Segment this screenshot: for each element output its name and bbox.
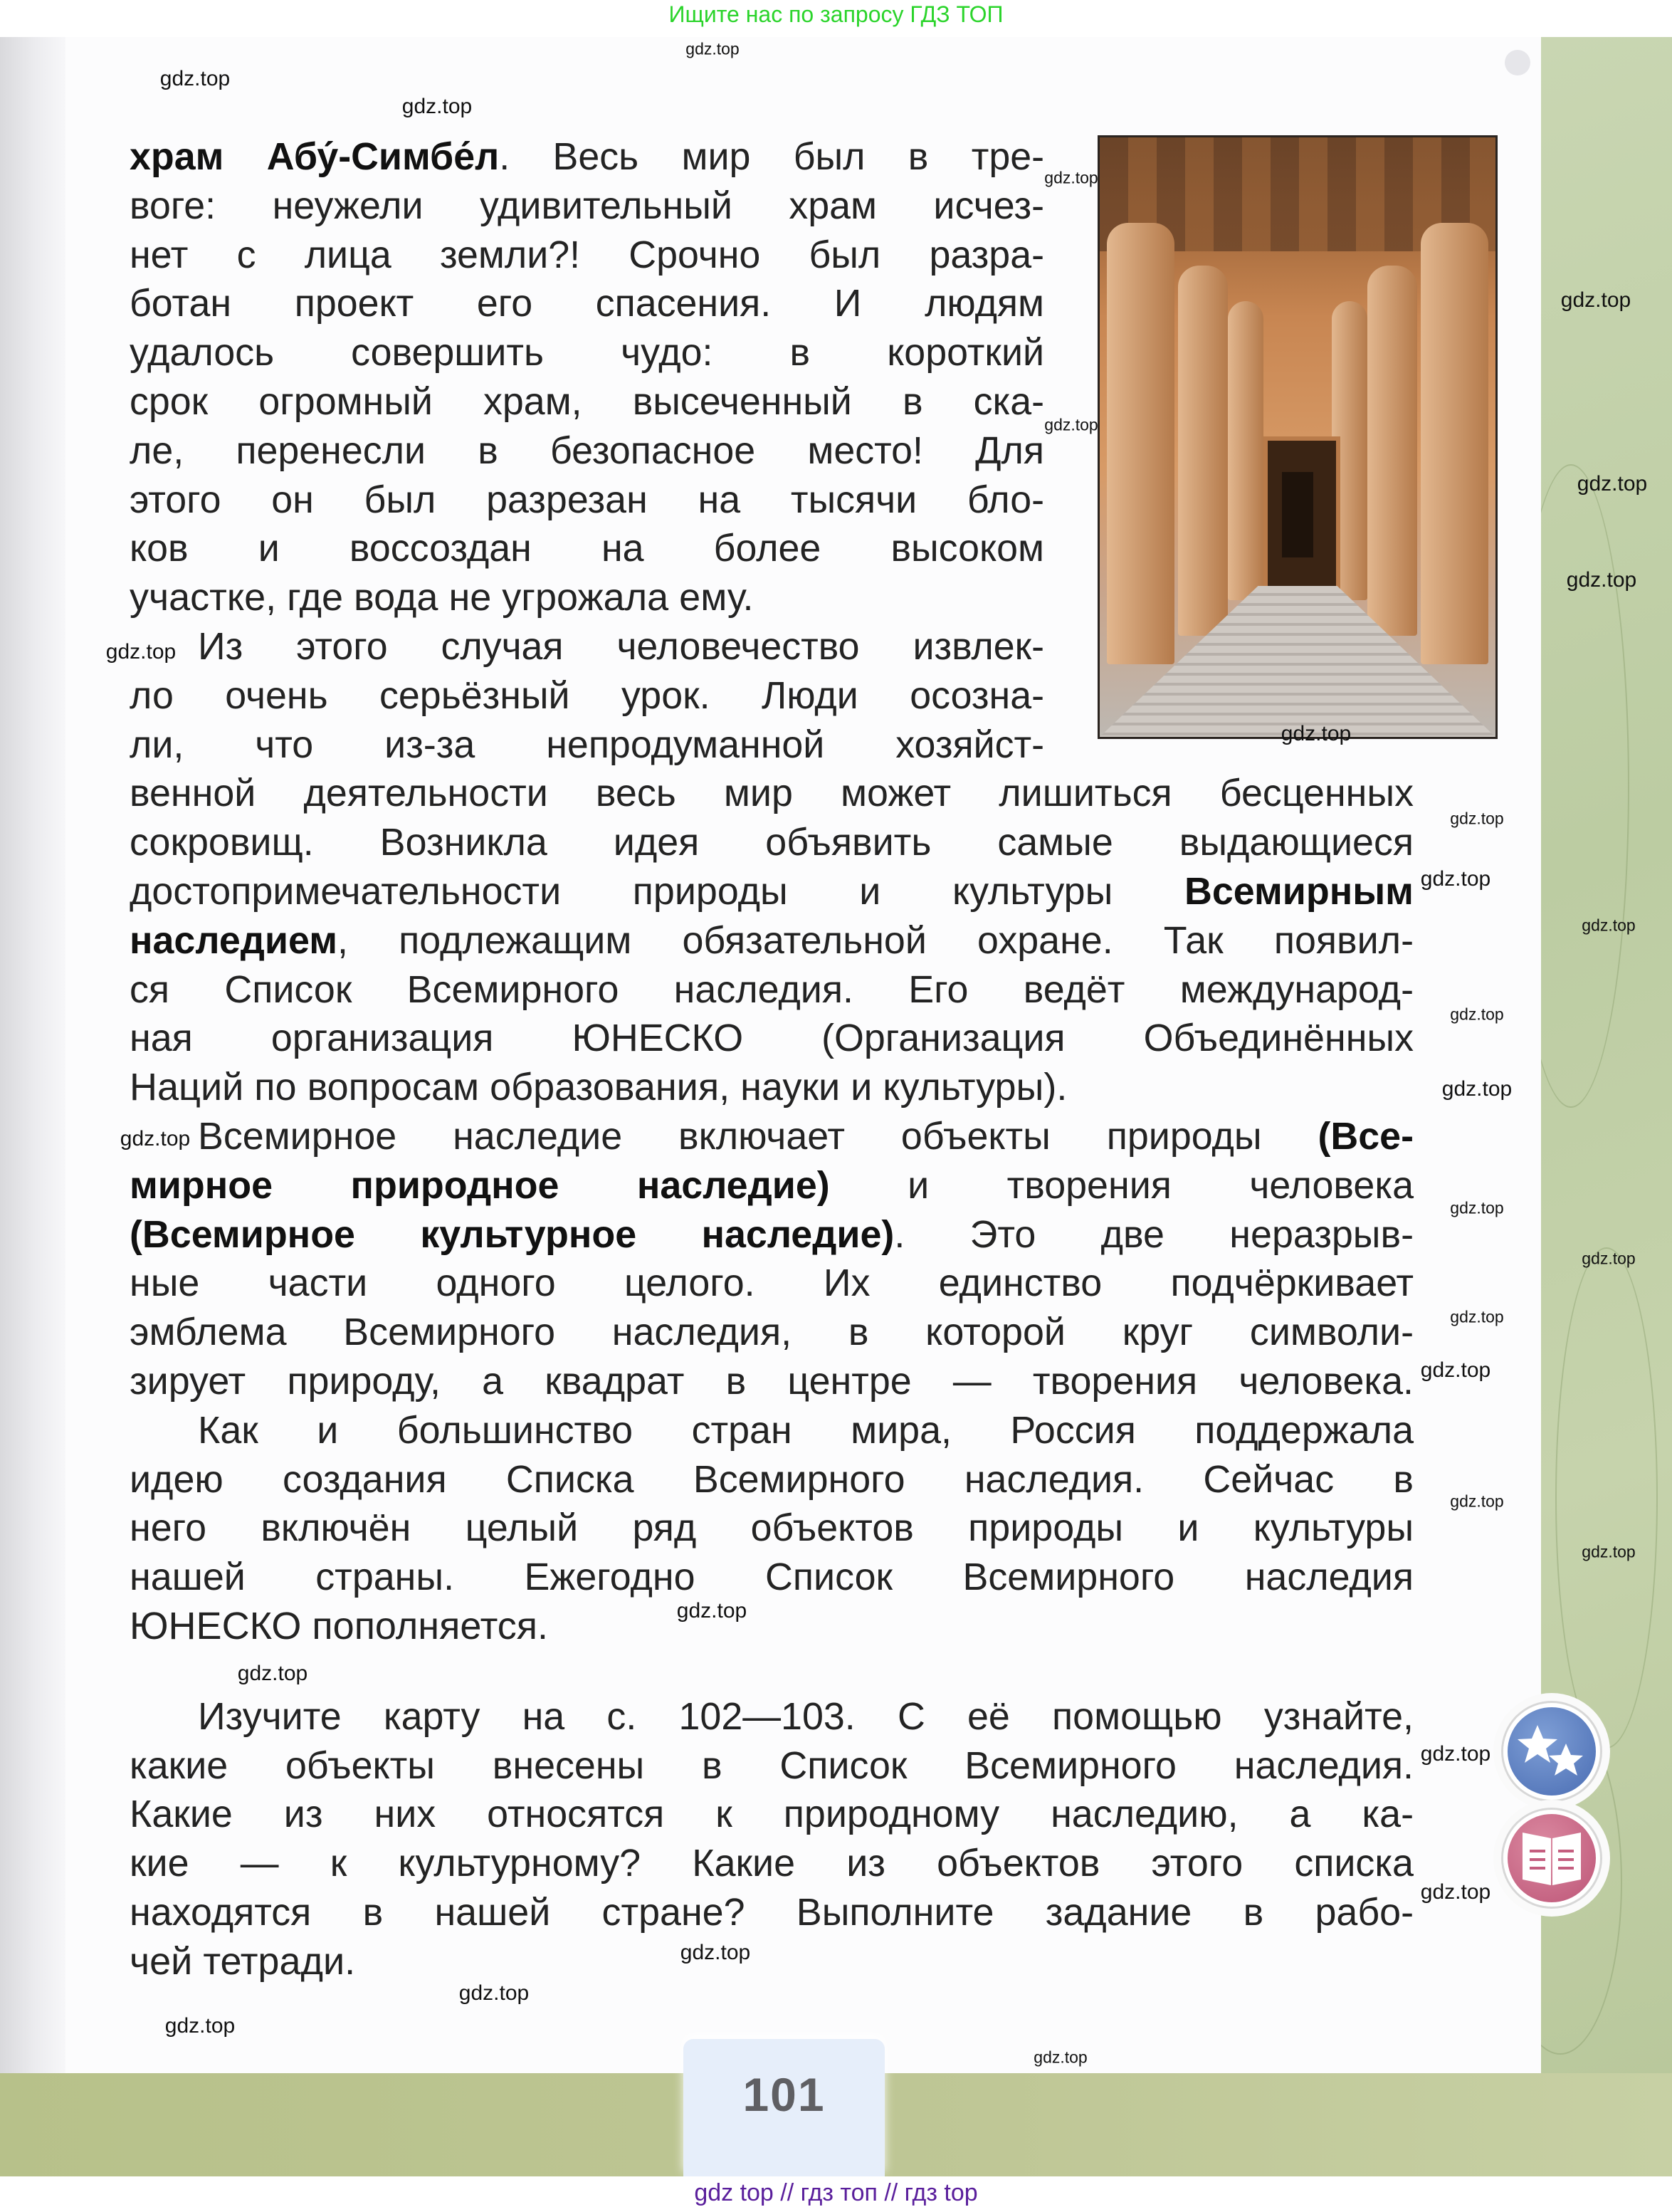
- watermark-text: gdz.top: [1450, 1492, 1504, 1511]
- text-segment: венной деятельности весь мир может лишиться бесценных: [130, 772, 1414, 815]
- text-line: [130, 1161, 1414, 1210]
- watermark-text: gdz.top: [159, 67, 231, 90]
- watermark-text: gdz.top: [458, 1981, 530, 2005]
- text-segment: ботан проект его спасения. И людям: [130, 282, 1044, 325]
- watermark-text: gdz.top: [1034, 2048, 1088, 2067]
- page-number: 101: [742, 2068, 826, 2121]
- text-line: [130, 1014, 1414, 1062]
- watermark-text: gdz.top: [1450, 1198, 1504, 1217]
- watermark-text: gdz.top: [685, 39, 740, 58]
- watermark-text: gdz.top: [1566, 568, 1637, 592]
- text-segment: этого он был разрезан на тысячи бло-: [130, 478, 1044, 521]
- text-segment: участке, где вода не угрожала ему.: [130, 576, 754, 619]
- text-line: [130, 1937, 1414, 1986]
- text-segment: ло очень серьёзный урок. Люди осозна-: [130, 673, 1044, 717]
- watermark-text: gdz.top: [1450, 1005, 1504, 1024]
- temple-statue-column: [1367, 266, 1417, 636]
- text-line: [130, 1504, 1414, 1552]
- text-segment: Какие из них относятся к природному наследию, а ка-: [130, 1793, 1414, 1836]
- text-segment: Изучите карту на с. 102—103. С её помощью узнайте,: [198, 1694, 1414, 1738]
- text-segment: , подлежащим обязательной охране. Так появил-: [337, 918, 1414, 962]
- temple-statue-column: [1421, 223, 1488, 664]
- watermark-text: gdz.top: [676, 1599, 747, 1623]
- text-segment: Наций по вопросам образования, науки и культуры).: [130, 1066, 1068, 1109]
- text-segment: нет с лица земли?! Срочно был разра-: [130, 233, 1044, 276]
- text-segment: срок огромный храм, высеченный в ска-: [130, 380, 1044, 423]
- text-segment: чей тетради.: [130, 1939, 356, 1983]
- text-line: [130, 671, 1044, 720]
- text-line: [130, 1553, 1414, 1601]
- text-line: [130, 132, 1044, 181]
- text-line: [130, 426, 1044, 475]
- text-line: [130, 573, 1044, 622]
- footer-links[interactable]: gdz top // гдз топ // гдз top: [694, 2179, 978, 2206]
- watermark-text: gdz.top: [1577, 472, 1648, 496]
- text-line: [130, 720, 1044, 769]
- text-segment: кие — к культурному? Какие из объектов этого списка: [130, 1842, 1414, 1885]
- abu-simbel-temple-photo: [1098, 135, 1498, 739]
- text-line: [130, 1741, 1414, 1790]
- text-segment: ные части одного целого. Их единство подчёркивает: [130, 1262, 1414, 1305]
- text-line: [130, 769, 1414, 817]
- workbook-button[interactable]: [1503, 1810, 1600, 1907]
- text-segment: эмблема Всемирного наследия, в которой круг символи-: [130, 1311, 1414, 1354]
- bold-term: (Все-: [1318, 1115, 1414, 1158]
- text-line: [130, 1888, 1414, 1936]
- watermark-text: gdz.top: [1582, 916, 1636, 935]
- text-line: [198, 622, 1044, 671]
- text-line: [130, 476, 1044, 524]
- text-segment: и творения человека: [829, 1163, 1414, 1207]
- top-banner-text[interactable]: Ищите нас по запросу ГДЗ ТОП: [668, 1, 1004, 27]
- bold-term: мирное природное наследие): [130, 1163, 830, 1207]
- text-line: [130, 965, 1414, 1014]
- text-line: [130, 916, 1414, 965]
- watermark-text: gdz.top: [1441, 1077, 1513, 1101]
- watermark-text: gdz.top: [401, 95, 473, 118]
- text-line: [130, 1308, 1414, 1356]
- text-segment: зирует природу, а квадрат в центре — творения человека.: [130, 1360, 1414, 1403]
- text-segment: ная организация ЮНЕСКО (Организация Объединённых: [130, 1017, 1414, 1060]
- temple-statue-column: [1228, 301, 1263, 600]
- text-line: [198, 1112, 1414, 1160]
- text-line: [130, 1455, 1414, 1504]
- watermark-text: gdz.top: [1420, 867, 1491, 891]
- watermark-text: gdz.top: [1582, 1249, 1636, 1268]
- text-segment: достопримечательности природы и культуры: [130, 870, 1184, 913]
- bold-term: храм Абу́-Симбе́л: [130, 135, 500, 178]
- watermark-text: gdz.top: [105, 640, 177, 664]
- text-segment: какие объекты внесены в Список Всемирного наследия.: [130, 1744, 1414, 1787]
- text-line: [130, 231, 1044, 279]
- page-number-tab: [683, 2039, 885, 2176]
- watermark-text: gdz.top: [1420, 1880, 1491, 1904]
- text-line: [130, 524, 1044, 572]
- page-corner-dot: [1505, 50, 1530, 75]
- open-book-icon: [1520, 1830, 1584, 1887]
- text-line: [130, 377, 1044, 426]
- watermark-text: gdz.top: [1560, 288, 1631, 312]
- text-line: [130, 328, 1044, 377]
- watermark-text: gdz.top: [1044, 415, 1098, 434]
- two-stars-icon: [1516, 1719, 1587, 1783]
- text-line: [198, 1406, 1414, 1454]
- text-line: [130, 1839, 1414, 1887]
- watermark-text: gdz.top: [1044, 168, 1098, 187]
- bold-term: Всемирным: [1184, 870, 1414, 913]
- temple-sanctuary: [1282, 472, 1313, 557]
- text-segment: сокровищ. Возникла идея объявить самые выдающиеся: [130, 821, 1414, 864]
- text-segment: ся Список Всемирного наследия. Его ведёт международ-: [130, 968, 1414, 1011]
- watermark-text: gdz.top: [680, 1941, 751, 1964]
- book-binding-shadow: [0, 37, 65, 2073]
- text-line: [130, 1210, 1414, 1259]
- bold-term: (Всемирное культурное наследие): [130, 1212, 895, 1256]
- text-line: [130, 867, 1414, 916]
- temple-statue-column: [1107, 223, 1174, 664]
- text-segment: находятся в нашей стране? Выполните задание в рабо-: [130, 1891, 1414, 1934]
- text-segment: воге: неужели удивительный храм исчез-: [130, 184, 1044, 227]
- leaf-outline: [1555, 1247, 1658, 1749]
- text-line: [130, 1063, 1414, 1111]
- text-segment: Из этого случая человечество извлек-: [198, 625, 1044, 668]
- text-line: [130, 182, 1044, 230]
- text-line: [130, 279, 1044, 327]
- leaf-outline: [1541, 464, 1629, 1108]
- temple-statue-column: [1178, 266, 1228, 636]
- text-segment: ЮНЕСКО пополняется.: [130, 1605, 548, 1647]
- watermark-text: gdz.top: [1281, 722, 1352, 745]
- text-segment: идею создания Списка Всемирного наследия. Сейчас в: [130, 1457, 1414, 1501]
- watermark-text: gdz.top: [120, 1127, 191, 1150]
- text-segment: ле, перенесли в безопасное место! Для: [130, 429, 1044, 472]
- text-line: [130, 1790, 1414, 1838]
- text-segment: . Весь мир был в тре-: [499, 135, 1045, 178]
- watermark-text: gdz.top: [1420, 1358, 1491, 1382]
- top-banner-bar: [0, 0, 1672, 37]
- text-segment: ли, что из-за непродуманной хозяйст-: [130, 723, 1044, 766]
- text-line: [130, 818, 1414, 866]
- text-segment: него включён целый ряд объектов природы и культуры: [130, 1506, 1414, 1550]
- text-segment: Всемирное наследие включает объекты природы: [198, 1115, 1318, 1158]
- watermark-text: gdz.top: [237, 1662, 308, 1685]
- text-segment: ков и воссоздан на более высоком: [130, 527, 1044, 570]
- text-segment: Как и большинство стран мира, Россия поддержала: [198, 1408, 1414, 1452]
- watermark-text: gdz.top: [1420, 1742, 1491, 1766]
- watermark-text: gdz.top: [1450, 1307, 1504, 1326]
- text-line: [198, 1692, 1414, 1741]
- task-stars-button[interactable]: [1503, 1703, 1600, 1800]
- text-segment: удалось совершить чудо: в короткий: [130, 331, 1044, 374]
- text-line: [130, 1259, 1414, 1307]
- text-segment: . Это две неразрыв-: [894, 1212, 1414, 1256]
- watermark-text: gdz.top: [1582, 1542, 1636, 1561]
- text-line: [130, 1357, 1414, 1405]
- watermark-text: gdz.top: [164, 2014, 236, 2038]
- watermark-text: gdz.top: [1450, 809, 1504, 828]
- bold-term: наследием: [130, 918, 338, 962]
- text-segment: нашей страны. Ежегодно Список Всемирного наследия: [130, 1556, 1414, 1599]
- text-line: [130, 1599, 1414, 1650]
